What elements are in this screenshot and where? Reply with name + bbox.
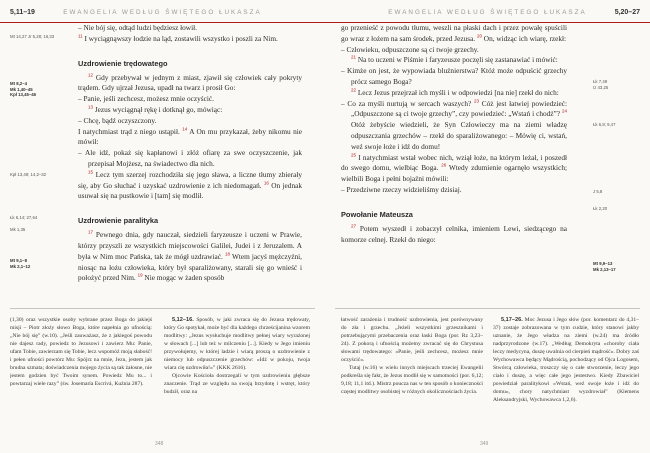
margin-ref: J 5,8 <box>593 189 603 194</box>
verse-text <box>78 73 302 95</box>
verse-text <box>78 127 302 149</box>
verse-text: Cóż jest łatwiej powiedzieć: „Odpuszczone są ci twoje grzechy”, czy powiedzieć: „Wstań i chodź”? <box>351 98 567 119</box>
verse-text <box>78 170 302 202</box>
verse-number: 21 <box>351 54 357 60</box>
commentary-ref: 5,12–16. <box>172 317 194 323</box>
dialogue-line: – Co za myśli nurtują w sercach waszych? <box>341 98 474 108</box>
verse-text: Gdy przebywał w jednym z miast, zjawił się człowiek cały pokryty trądem. Gdy ujrzał Jezusa, upadł na twarz i prosił Go: <box>78 72 302 93</box>
margin-ref: Mt 8,2–4 Mk 1,40–45 Kpł 13,45–46 <box>10 81 37 98</box>
margin-ref: Łk 7,49 Iz 43,25 <box>593 79 609 90</box>
margin-ref: Łk 6,14; 27,64 <box>10 215 38 220</box>
book-title: EWANGELIA WEDŁUG ŚWIĘTEGO ŁUKASZA <box>63 9 262 16</box>
section-gap <box>341 196 567 204</box>
verse-text: Nie mogąc w żaden sposób <box>144 273 225 283</box>
verse-text: Lecz Jezus przejrzał ich myśli i w odpowiedzi [na nie] rzekł do nich: <box>357 87 559 97</box>
commentary-text: (1,30) oraz wszystkie osoby wybrane przez Boga do jakiejś misji – Piotr złoży słowo Boga, które napełnia go ufnością: „Nie bój się” (w.10). „Jeśli zauważasz, że z jakiegoś powodu nie dajesz rady, powiedz to Jezusowi i zawierz Mu: Panie, ufam Tobie, zawierzam się Tobie, lecz wspomóż moją słabość! i pełen ufności powtórz Mu: Spójrz na mnie, Jezu, jestem jak brudna szmata; doświadczenia mojego życia są tak żałosne, nie jestem godzien być Twoim synem. Powiedz Mu to... i powtarzaj wiele razy” (św. Josemaría Escrivá, Kuźnia 287). <box>10 317 152 388</box>
verse-number: 16 <box>263 180 269 186</box>
running-header <box>325 8 650 23</box>
scripture-text <box>341 23 567 245</box>
verse-text: I natychmiast wstał wobec nich, wziął łoże, na którym leżał, i poszedł do swego domu, wielbiąc Boga. <box>341 152 567 173</box>
verse-text: Jezus wyciągnął rękę i dotknął go, mówiąc: <box>94 104 223 114</box>
verse-text: On, widząc ich wiarę, rzekł: <box>483 33 567 43</box>
commentary-text: Sposób, w jaki zwraca się do Jezusa trędowaty, który Go spotykał, może być dla każdego chrześcijanina wzorem modlitwy: „Jezus wysłuchuje modlitwy pełnej wiary wyrażonej w słowach [...] lub też w milczeniu [...]. Kiedy w Jego imieniu przywołujemy, w której ladzie i wiarą proszą o uzdrowienie z niemocy lub odpuszczenie grzechów: »Idź w pokoju, twoja wiara cię uzdrowiła!«” (KKK 2616). <box>164 317 310 372</box>
verse-number: 19 <box>137 272 143 278</box>
verse-text: Lecz tym szerzej rozchodziła się jego sława, a liczne tłumy zbierały się, aby Go słuchać i uzyskać uzdrowienie z ich niedomagań. <box>78 169 303 190</box>
margin-ref: Mt 9,9–13 Mk 2,13–17 <box>593 261 616 272</box>
margin-ref: Mk 1,35 <box>10 227 26 232</box>
verse-text: Wtedy zdumienie ogarnęło wszystkich; wielbili Boga i pełni bojaźni mówili: <box>341 163 567 184</box>
verse-text: On jednak usuwał się na pustkowie i [tam] się modlił. <box>78 180 302 201</box>
commentary-divider <box>10 308 315 309</box>
margin-ref: Łk 2,20 <box>593 206 608 211</box>
dialogue-line: – Przedziwne rzeczy widzieliśmy dzisiaj. <box>341 184 462 194</box>
page-number: 348 <box>155 441 164 447</box>
verse-number: 13 <box>88 104 94 110</box>
verse-text <box>78 230 302 284</box>
commentary-text: Tutaj (w.16) w wielu innych miejscach trzeciej Ewangelii podkreśla się fakt, że Jezus modlił się w samotności (por. 6,12; 9,18; 11,1 itd.). Mistrz poucza nas w ten sposób o konieczności częstej modlitwy osobistej w różnych okolicznościach życia. <box>341 365 483 396</box>
dialogue-line: – Panie, jeśli zechcesz, możesz mnie oczyścić. <box>78 94 214 104</box>
chapter-verse-ref: 5,20–27 <box>614 9 640 16</box>
verse-number: 22 <box>351 87 357 93</box>
section-heading: Uzdrowienie trędowatego <box>78 58 168 68</box>
verse-text <box>341 23 567 45</box>
verse-number: 17 <box>88 229 94 235</box>
running-header <box>0 8 325 23</box>
page-number: 349 <box>480 441 489 447</box>
verse-text <box>341 224 567 246</box>
verse-text: A On mu przykazał, żeby nikomu nie mówił: <box>78 126 302 147</box>
verse-number: 15 <box>88 169 94 175</box>
dialogue-line <box>341 99 567 153</box>
verse-number: 27 <box>351 223 357 229</box>
commentary-text: Ojcowie Kościoła dostrzegali w tym uzdrowieniu głębsze znaczenie. Trąd ze względu na swoją brzydotę i wstręt, który budził, oraz na <box>164 373 310 396</box>
verse-text <box>78 105 302 116</box>
verse-number: 20 <box>476 33 482 39</box>
chapter-verse-ref: 5,11–19 <box>10 9 35 16</box>
margin-ref: Łk 6,8; 9,47 <box>593 122 616 127</box>
verse-number: 11 <box>78 33 83 39</box>
verse-number: 18 <box>224 251 230 257</box>
verse-number: 12 <box>88 72 94 78</box>
verse-text: – Nie bój się, odtąd ludzi będziesz łowił. <box>78 23 197 32</box>
dialogue-line: – Ale idź, pokaż się kapłanowi i złóż ofiarę za swe oczyszczenie, jak przepisał Mojżesz, na świadectwo dla nich. <box>78 148 302 168</box>
verse-number: 14 <box>182 126 188 132</box>
commentary-column <box>341 316 483 438</box>
verse-number: 25 <box>351 152 357 158</box>
margin-ref: Mt 9,1–8 Mk 2,1–12 <box>10 258 31 269</box>
commentary-text <box>164 316 310 372</box>
verse-text: Potem wyszedł i zobaczył celnika, imieniem Lewi, siedzącego na komorze celnej. Rzekł do niego: <box>341 223 567 244</box>
dialogue-line: – Kimże on jest, że wypowiada bluźnierstwa? Któż może odpuścić grzechy prócz samego Boga? <box>341 66 567 86</box>
verse-text: go przenieść z powodu tłumu, weszli na płaski dach i przez powałę spuścili go wraz z łożem na sam środek, przed Jezusa. <box>341 23 567 43</box>
dialogue-line: – Chcę, bądź oczyszczony. <box>78 115 157 125</box>
verse-text: Otóż żebyście wiedzieli, że Syn Człowieczy ma na ziemi władzę odpuszczania grzechów – rzekł do sparaliżowanego: – Mówię ci, wstań, weź swoje łoże i idź do domu! <box>351 120 567 151</box>
commentary-text <box>493 316 639 405</box>
verse-number: 24 <box>561 108 567 114</box>
verse-text <box>341 153 567 185</box>
verse-text: Pewnego dnia, gdy nauczał, siedzieli faryzeusze i uczeni w Prawie, którzy przyszli ze wszystkich miejscowości Galilei, Judei i z Jeruzalem. A była w Nim moc Pańska, tak że mógł uzdrawiać. <box>78 230 302 261</box>
commentary-column <box>493 316 639 438</box>
verse-text: Wtem jacyś mężczyźni, niosąc na łożu człowieka, który był sparaliżowany, starali się go wnieść i położyć przed Nim. <box>78 251 302 283</box>
commentary-divider <box>335 308 640 309</box>
verse-text: I wyciągnąwszy łodzie na ląd, zostawili wszystko i poszli za Nim. <box>84 33 278 43</box>
margin-ref: Mt 14,27 Jr 5,28; 16,33 <box>10 34 55 39</box>
verse-text <box>341 55 567 66</box>
scripture-text <box>78 23 302 284</box>
commentary-text: łatwość zarażenia i trudność uzdrowienia, jest porównywany do zła i grzechu. „Jeżeli wszystkimi grzesznikami i potrzebującymi przebaczenia oraz łaski Boga (por. Rz 3,23–24). Z pokorą i ufnością możemy zwracać się do Chrystusa słowami trędowatego: »Panie, jeśli zechcesz, możesz mnie oczyścić«. <box>341 317 483 364</box>
commentary-text: Moc Jezusa i Jego słów (por. komentarz do 4,31–37) zostaje zobrazowana w tym cudzie, który stanowi jakby uznanie, że Jego władza na ziemi (w.24) ma źródło nadprzyrodzone (w.17). „Według Demokryta »choroby ciała leczy medycyna, duszę uwalnia od cierpień mądrość«. Dobry zaś Wychowawca będący Mądrością, pochodzący od Ojca Logosem, Stwórcą człowieka, troszczy się o całe stworzenie, leczy jego ciało i duszę, a więc całe jego jestestwo. Kiedy Zbawiciel powiedział paralitykowi »Wstań, weź swoje łoże i idź do domu«, chory natychmiast wyzdrowiał” (Klemens Aleksandryjski, Wychowawca 1,2,6). <box>493 317 639 404</box>
dialogue-line: – Człowieku, odpuszczone są ci twoje grzechy. <box>341 44 479 54</box>
book-title: EWANGELIA WEDŁUG ŚWIĘTEGO ŁUKASZA <box>388 9 587 16</box>
verse-text: I natychmiast trąd z niego ustąpił. <box>78 126 183 136</box>
verse-text <box>78 34 302 45</box>
section-heading: Powołanie Mateusza <box>341 209 413 219</box>
margin-ref: Kpł 13,49; 14,2–32 <box>10 172 47 177</box>
right-page <box>325 0 650 453</box>
section-gap <box>78 202 302 210</box>
verse-number: 26 <box>441 162 447 168</box>
section-heading: Uzdrowienie paralityka <box>78 216 159 226</box>
verse-number: 23 <box>474 98 480 104</box>
verse-text <box>341 88 567 99</box>
section-gap <box>78 45 302 53</box>
commentary-column <box>10 316 152 438</box>
commentary-column <box>164 316 310 438</box>
verse-text: Na to uczeni w Piśmie i faryzeusze poczęli się zastanawiać i mówić: <box>357 55 558 65</box>
commentary-ref: 5,17–26. <box>501 317 523 323</box>
